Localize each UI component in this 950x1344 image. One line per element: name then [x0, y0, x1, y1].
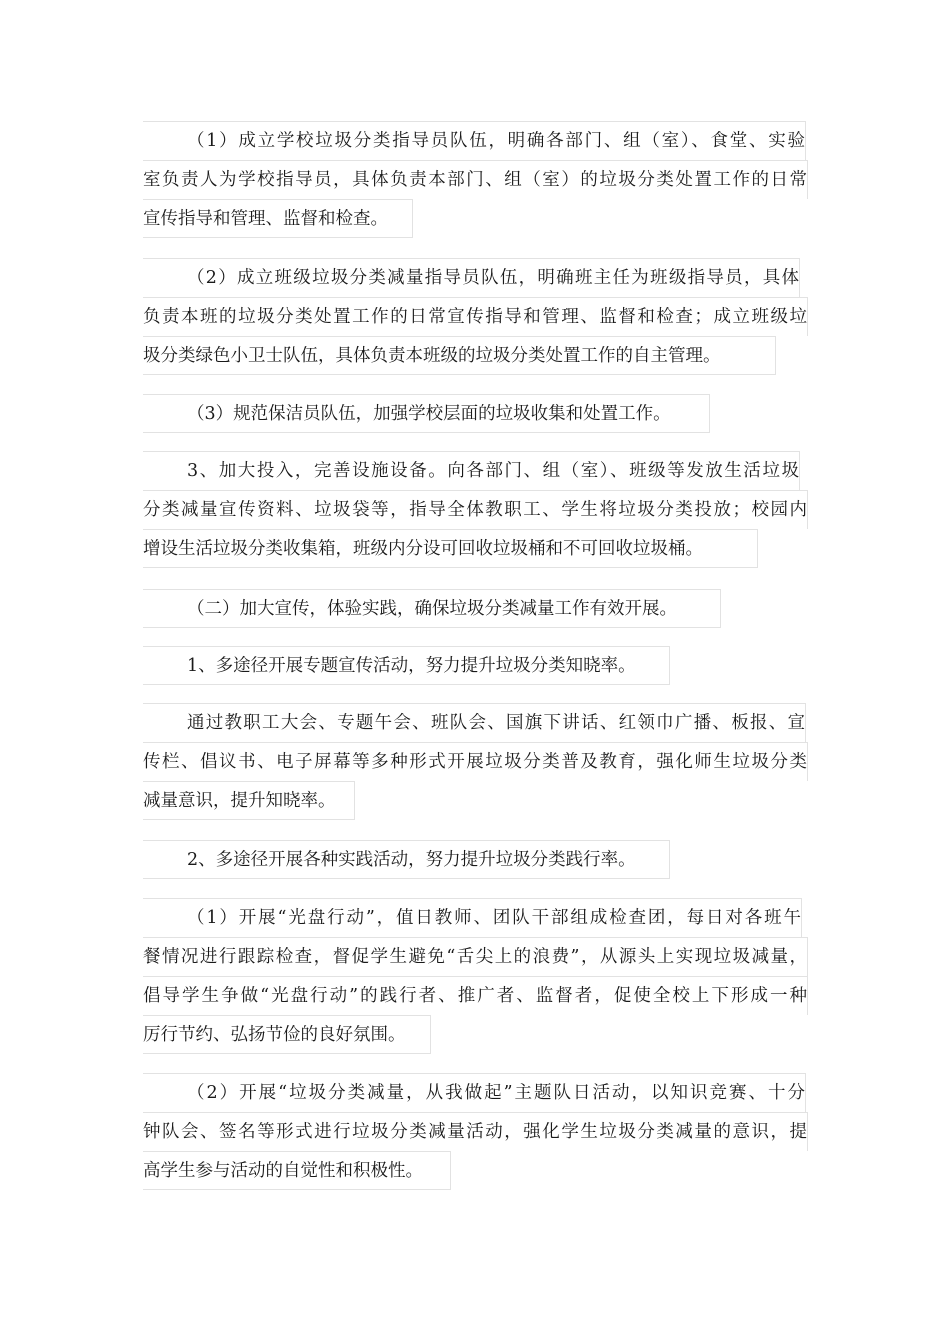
paragraph-line: 高学生参与活动的自觉性和积极性。 [143, 1151, 451, 1190]
paragraph-line: 圾分类绿色小卫士队伍，具体负责本班级的垃圾分类处置工作的自主管理。 [143, 336, 776, 375]
paragraph-line: 通过教职工大会、专题午会、班队会、国旗下讲话、红领巾广播、板报、宣 [143, 703, 806, 742]
paragraph [143, 646, 808, 685]
paragraph-line: 2、多途径开展各种实践活动，努力提升垃圾分类践行率。 [143, 840, 670, 879]
paragraph [143, 258, 808, 375]
paragraph-line: （1）开展“光盘行动”，值日教师、团队干部组成检查团，每日对各班午 [143, 898, 802, 937]
paragraph [143, 451, 808, 568]
paragraph-line: （二）加大宣传，体验实践，确保垃圾分类减量工作有效开展。 [143, 589, 721, 628]
paragraph [143, 703, 808, 820]
paragraph-line: 减量意识，提升知晓率。 [143, 781, 355, 820]
paragraph-line: 倡导学生争做“光盘行动”的践行者、推广者、监督者，促使全校上下形成一种 [143, 976, 808, 1015]
paragraph [143, 840, 808, 879]
paragraph-line: 宣传指导和管理、监督和检查。 [143, 199, 413, 238]
paragraph-line: 厉行节约、弘扬节俭的良好氛围。 [143, 1015, 431, 1054]
paragraph-line: 增设生活垃圾分类收集箱，班级内分设可回收垃圾桶和不可回收垃圾桶。 [143, 529, 758, 568]
paragraph-line: （2）开展“垃圾分类减量，从我做起”主题队日活动，以知识竞赛、十分 [143, 1073, 806, 1112]
paragraph-line: 餐情况进行跟踪检查，督促学生避免“舌尖上的浪费”，从源头上实现垃圾减量， [143, 937, 808, 976]
paragraph-line: 室负责人为学校指导员，具体负责本部门、组（室）的垃圾分类处置工作的日常 [143, 160, 808, 199]
paragraph-line: （2）成立班级垃圾分类减量指导员队伍，明确班主任为班级指导员，具体 [143, 258, 800, 297]
paragraph [143, 1073, 808, 1190]
paragraph-line: 负责本班的垃圾分类处置工作的日常宣传指导和管理、监督和检查；成立班级垃 [143, 297, 808, 336]
paragraph [143, 394, 808, 433]
paragraph [143, 589, 808, 628]
paragraph-line: （1）成立学校垃圾分类指导员队伍，明确各部门、组（室）、食堂、实验 [143, 121, 806, 160]
paragraph-line: 钟队会、签名等形式进行垃圾分类减量活动，强化学生垃圾分类减量的意识，提 [143, 1112, 808, 1151]
paragraph-line: 3、加大投入，完善设施设备。向各部门、组（室）、班级等发放生活垃圾 [143, 451, 800, 490]
paragraph-line: （3）规范保洁员队伍，加强学校层面的垃圾收集和处置工作。 [143, 394, 710, 433]
paragraph-line: 1、多途径开展专题宣传活动，努力提升垃圾分类知晓率。 [143, 646, 670, 685]
paragraph-line: 传栏、倡议书、电子屏幕等多种形式开展垃圾分类普及教育，强化师生垃圾分类 [143, 742, 808, 781]
paragraph-line: 分类减量宣传资料、垃圾袋等，指导全体教职工、学生将垃圾分类投放；校园内 [143, 490, 808, 529]
paragraph [143, 121, 808, 238]
paragraph [143, 898, 808, 1054]
